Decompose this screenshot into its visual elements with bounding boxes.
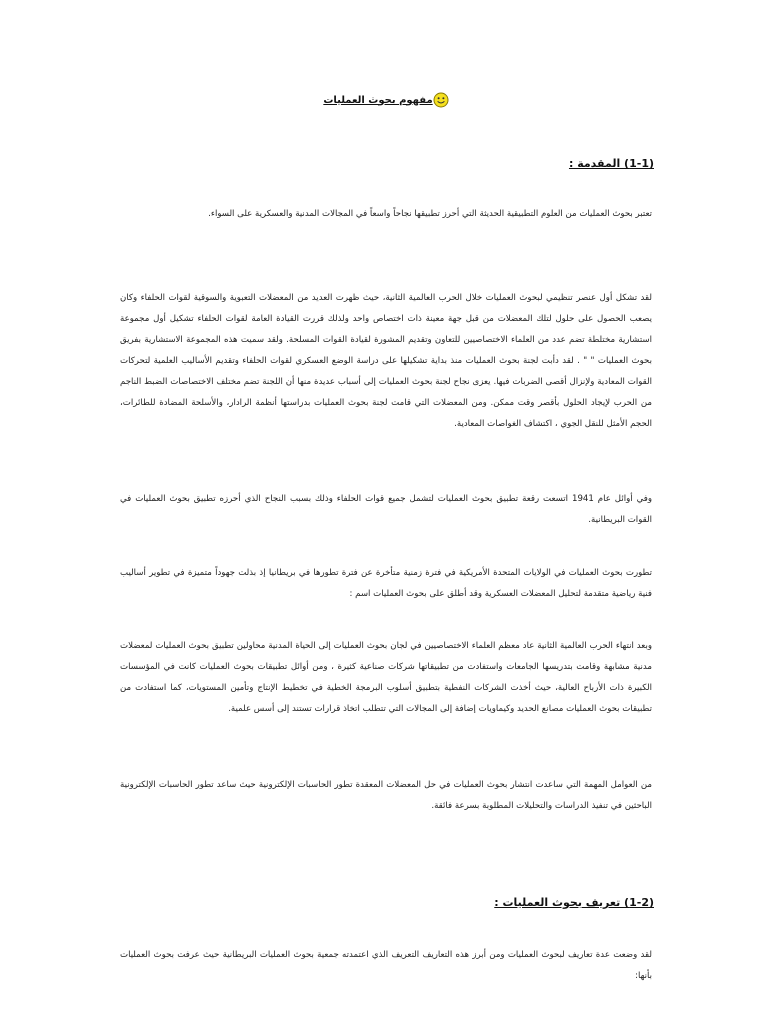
paragraph-6: من العوامل المهمة التي ساعدت انتشار بحوث العمليات في حل المعضلات المعقدة تطور الحاسبات الإلكترونية حيث ساعد تطور الحاسبات الإلكترونية الباحثين في تنفيذ الدراسات والتحليلات المطلوبة بسرعة فائقة. <box>120 780 652 811</box>
page-title: مفهوم بحوث العمليات <box>323 94 433 106</box>
paragraph-2: لقد تشكل أول عنصر تنظيمي لبحوث العمليات خلال الحرب العالمية الثانية، حيث ظهرت العديد من المعضلات التعبوية والسوقية لقوات الحلفاء وكان يصعب الحصول على حلول لتلك المعضلات من قبل جهة معينة ذات اختصاص واحد ولذلك قررت القيادة العامة لقوات الحلفاء تشكيل أول مجموعة استشارية مختلطة تضم عدد من العلماء الاختصاصيين للتعاون وتقديم المشورة لقيادة القوات المسلحة. ولقد سميت هذه المجموعة الاستشارية بفريق بحوث العمليات " " . لقد دأبت لجنة بحوث العمليات منذ بداية تشكيلها على دراسة الوضع العسكري لقوات الحلفاء وتقديم الأساليب العلمية لتحركات القوات المعادية ولإنزال أقصى الضربات فيها. يعزى نجاح لجنة بحوث العمليات إلى أسباب عديدة منها أن اللجنة تضم مختلف الاختصاصات الضبط الناجم من الحرب لإيجاد الحلول بأقصر وقت ممكن. ومن المعضلات التي قامت لجنة بحوث العمليات بدراستها أنظمة الرادار، والأسلحة المضادة للطائرات، الحجم الأمثل للنقل الجوي ، اكتشاف الغواصات المعادية. <box>120 293 652 429</box>
section-heading-introduction: (1-1) المقدمة : <box>568 157 654 170</box>
paragraph-5: وبعد انتهاء الحرب العالمية الثانية عاد معظم العلماء الاختصاصيين في لجان بحوث العمليات إلى الحياة المدنية محاولين تطبيق بحوث العمليات لمعضلات مدنية مشابهة وقامت بتدريسها الجامعات واستفادت من تطبيقاتها شركات صناعية كثيرة ، ومن أوائل تطبيقات بحوث العمليات كانت في المؤسسات الكبيرة ذات الأرباح العالية، حيث أخذت الشركات النفطية بتطبيق أسلوب البرمجة الخطية في تخطيط الإنتاج وتأمين المستويات، كما استفادت من تطبيقات بحوث العمليات مصانع الحديد وكيماويات إضافة إلى المجالات التي تتطلب اتخاذ قرارات تستند إلى أسس علمية. <box>120 641 652 714</box>
paragraph-3: وفي أوائل عام 1941 اتسعت رقعة تطبيق بحوث العمليات لتشمل جميع قوات الحلفاء وذلك بسبب النجاح الذي أحرزه تطبيق بحوث العمليات في القوات البريطانية. <box>120 494 652 525</box>
title-row <box>0 92 768 108</box>
paragraph-1: تعتبر بحوث العمليات من العلوم التطبيقية الحديثة التي أحرز تطبيقها نجاحاً واسعاً في المجالات المدنية والعسكرية على السواء. <box>208 209 652 219</box>
smiley-icon <box>433 92 449 108</box>
paragraph-7: لقد وضعت عدة تعاريف لبحوث العمليات ومن أبرز هذه التعاريف التعريف الذي اعتمدته جمعية بحوث العمليات البريطانية حيث عرفت بحوث العمليات بأنها: <box>120 950 652 981</box>
section-heading-definition: (1-2) تعريف بحوث العمليات : <box>494 896 654 909</box>
paragraph-4: تطورت بحوث العمليات في الولايات المتحدة الأمريكية في فترة زمنية متأخرة عن فترة تطورها في بريطانيا إذ بذلت جهوداً متميزة في تطوير أساليب فنية رياضية متقدمة لتحليل المعضلات العسكرية وقد أطلق على بحوث العمليات اسم : <box>120 568 652 599</box>
